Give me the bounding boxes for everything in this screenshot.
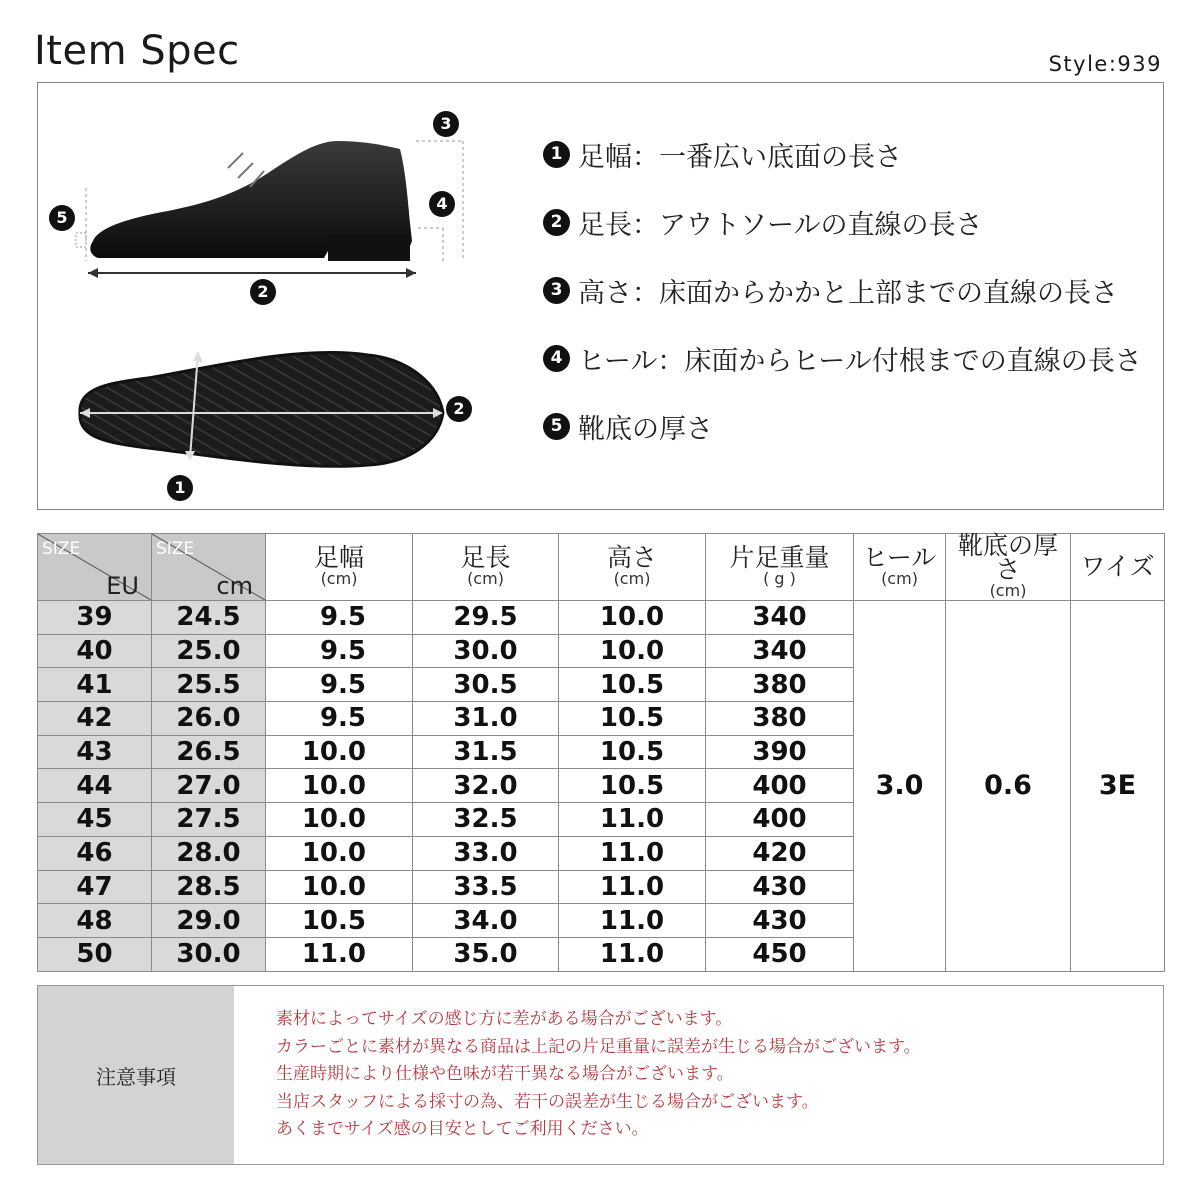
cell-sole-thickness: 0.6: [946, 601, 1071, 972]
cell-cm: 26.0: [152, 702, 266, 736]
header-width: [266, 534, 413, 601]
cell-width: 9.5: [266, 634, 413, 668]
cell-cm: 25.0: [152, 634, 266, 668]
cell-weight: 400: [706, 769, 854, 803]
cell-width: 11.0: [266, 937, 413, 971]
cell-eu: 42: [38, 702, 152, 736]
cell-weight: 340: [706, 634, 854, 668]
header-weight: [706, 534, 854, 601]
legend-badge: 3: [543, 277, 570, 304]
badge-3: 3: [433, 111, 459, 137]
cell-length: 35.0: [413, 937, 559, 971]
legend-text: ヒール：床面からヒール付根までの直線の長さ: [578, 346, 1142, 377]
header-label: 足幅: [313, 543, 364, 572]
header-unit: (cm): [989, 581, 1027, 600]
legend-badge: 5: [543, 413, 570, 440]
cell-cm: 26.5: [152, 735, 266, 769]
cell-length: 33.5: [413, 870, 559, 904]
cell-eu: 43: [38, 735, 152, 769]
header-size-cm: [152, 534, 266, 601]
cell-cm: 27.5: [152, 803, 266, 837]
legend-item: [543, 407, 1142, 475]
notes-label: 注意事項: [38, 986, 234, 1164]
note-line: カラーごとに素材が異なる商品は上記の片足重量に誤差が生じる場合がございます。: [276, 1036, 921, 1057]
legend-text: 足幅：一番広い底面の長さ: [578, 142, 902, 173]
cell-length: 32.5: [413, 803, 559, 837]
cell-eu: 45: [38, 803, 152, 837]
cell-width: 10.0: [266, 803, 413, 837]
note-line: あくまでサイズ感の目安としてご利用ください。: [276, 1119, 649, 1139]
notes-body: [234, 986, 921, 1164]
cell-weight: 430: [706, 870, 854, 904]
cell-height: 10.0: [559, 634, 706, 668]
legend-item: [543, 135, 1142, 203]
cell-weight: 340: [706, 601, 854, 635]
cell-cm: 28.0: [152, 836, 266, 870]
badge-2-sole: 2: [446, 396, 472, 422]
cell-wise: 3E: [1071, 601, 1165, 972]
cell-length: 30.0: [413, 634, 559, 668]
badge-4: 4: [429, 191, 455, 217]
cell-cm: 24.5: [152, 601, 266, 635]
header-unit: ( g ): [763, 569, 796, 588]
table-header-row: [38, 534, 1165, 601]
legend-badge: 4: [543, 345, 570, 372]
cell-width: 9.5: [266, 702, 413, 736]
shoe-sole-view: [80, 353, 443, 467]
header-unit: (cm): [613, 569, 651, 588]
legend-text: 靴底の厚さ: [578, 414, 713, 445]
shoe-illustration: [38, 83, 538, 511]
header-label: 片足重量: [729, 543, 830, 572]
cell-eu: 40: [38, 634, 152, 668]
shoe-heel: [328, 233, 410, 261]
notes-panel: [37, 985, 1164, 1165]
legend-item: [543, 339, 1142, 407]
note-line: 生産時期により仕様や色味が若干異なる場合がございます。: [276, 1064, 734, 1084]
header-label: 靴底の厚さ: [957, 531, 1058, 584]
cell-weight: 450: [706, 937, 854, 971]
cell-eu: 47: [38, 870, 152, 904]
cell-length: 31.5: [413, 735, 559, 769]
header-unit: (cm): [881, 569, 918, 588]
cell-weight: 430: [706, 904, 854, 938]
cell-eu: 44: [38, 769, 152, 803]
header-unit: (cm): [320, 569, 358, 588]
legend-text: 高さ：床面からかかと上部までの直線の長さ: [578, 278, 1118, 309]
badge-2-side: 2: [250, 279, 276, 305]
cell-height: 10.0: [559, 601, 706, 635]
table-row: [38, 601, 1165, 635]
cell-cm: 25.5: [152, 668, 266, 702]
cell-width: 10.0: [266, 836, 413, 870]
cell-length: 29.5: [413, 601, 559, 635]
header-label: 高さ: [606, 543, 657, 572]
note-line: 当店スタッフによる採寸の為、若干の誤差が生じる場合がございます。: [276, 1091, 819, 1112]
badge-1: 1: [167, 475, 193, 501]
header-label: ヒール: [862, 543, 937, 572]
header-size-eu-top: SIZE: [42, 539, 81, 559]
cell-eu: 46: [38, 836, 152, 870]
cell-width: 10.0: [266, 735, 413, 769]
page-title: Item Spec: [34, 28, 240, 74]
cell-eu: 41: [38, 668, 152, 702]
badge-5: 5: [49, 205, 75, 231]
header-height: [559, 534, 706, 601]
cell-height: 10.5: [559, 769, 706, 803]
cell-width: 10.0: [266, 769, 413, 803]
header-sole-thickness: [946, 531, 1071, 601]
cell-width: 9.5: [266, 601, 413, 635]
cell-cm: 28.5: [152, 870, 266, 904]
header-label: ワイズ: [1080, 552, 1155, 581]
cell-height: 11.0: [559, 904, 706, 938]
cell-length: 34.0: [413, 904, 559, 938]
cell-height: 11.0: [559, 836, 706, 870]
cell-weight: 390: [706, 735, 854, 769]
cell-height: 11.0: [559, 870, 706, 904]
cell-heel: 3.0: [854, 601, 946, 972]
legend-text: 足長：アウトソールの直線の長さ: [578, 210, 983, 241]
cell-weight: 400: [706, 803, 854, 837]
cell-weight: 380: [706, 668, 854, 702]
header-length: [413, 534, 559, 601]
cell-length: 31.0: [413, 702, 559, 736]
cell-height: 10.5: [559, 668, 706, 702]
header-size-cm-bottom: cm: [216, 572, 253, 600]
spec-diagram-panel: [37, 82, 1164, 510]
cell-length: 30.5: [413, 668, 559, 702]
legend-item: [543, 271, 1142, 339]
header-heel: [854, 534, 946, 601]
header-wise: [1071, 534, 1165, 601]
legend-item: [543, 203, 1142, 271]
cell-cm: 27.0: [152, 769, 266, 803]
cell-eu: 48: [38, 904, 152, 938]
style-code: Style:939: [1048, 52, 1162, 76]
cell-height: 11.0: [559, 803, 706, 837]
header-label: 足長: [460, 543, 511, 572]
cell-width: 9.5: [266, 668, 413, 702]
cell-height: 10.5: [559, 702, 706, 736]
shoe-diagram: [38, 83, 538, 511]
cell-weight: 420: [706, 836, 854, 870]
cell-length: 33.0: [413, 836, 559, 870]
note-line: 素材によってサイズの感じ方に差がある場合がございます。: [276, 1009, 733, 1029]
cell-weight: 380: [706, 702, 854, 736]
legend-badge: 1: [543, 141, 570, 168]
header-unit: (cm): [467, 569, 504, 588]
cell-height: 11.0: [559, 937, 706, 971]
cell-height: 10.5: [559, 735, 706, 769]
size-table: [37, 533, 1165, 972]
cell-cm: 30.0: [152, 937, 266, 971]
cell-eu: 39: [38, 601, 152, 635]
cell-width: 10.5: [266, 904, 413, 938]
cell-eu: 50: [38, 937, 152, 971]
cell-width: 10.0: [266, 870, 413, 904]
legend-badge: 2: [543, 209, 570, 236]
cell-cm: 29.0: [152, 904, 266, 938]
header-size-eu-bottom: EU: [106, 572, 139, 600]
cell-length: 32.0: [413, 769, 559, 803]
header-size-cm-top: SIZE: [156, 539, 195, 559]
measurement-legend: [543, 135, 1142, 475]
header-size-eu: [38, 534, 152, 601]
